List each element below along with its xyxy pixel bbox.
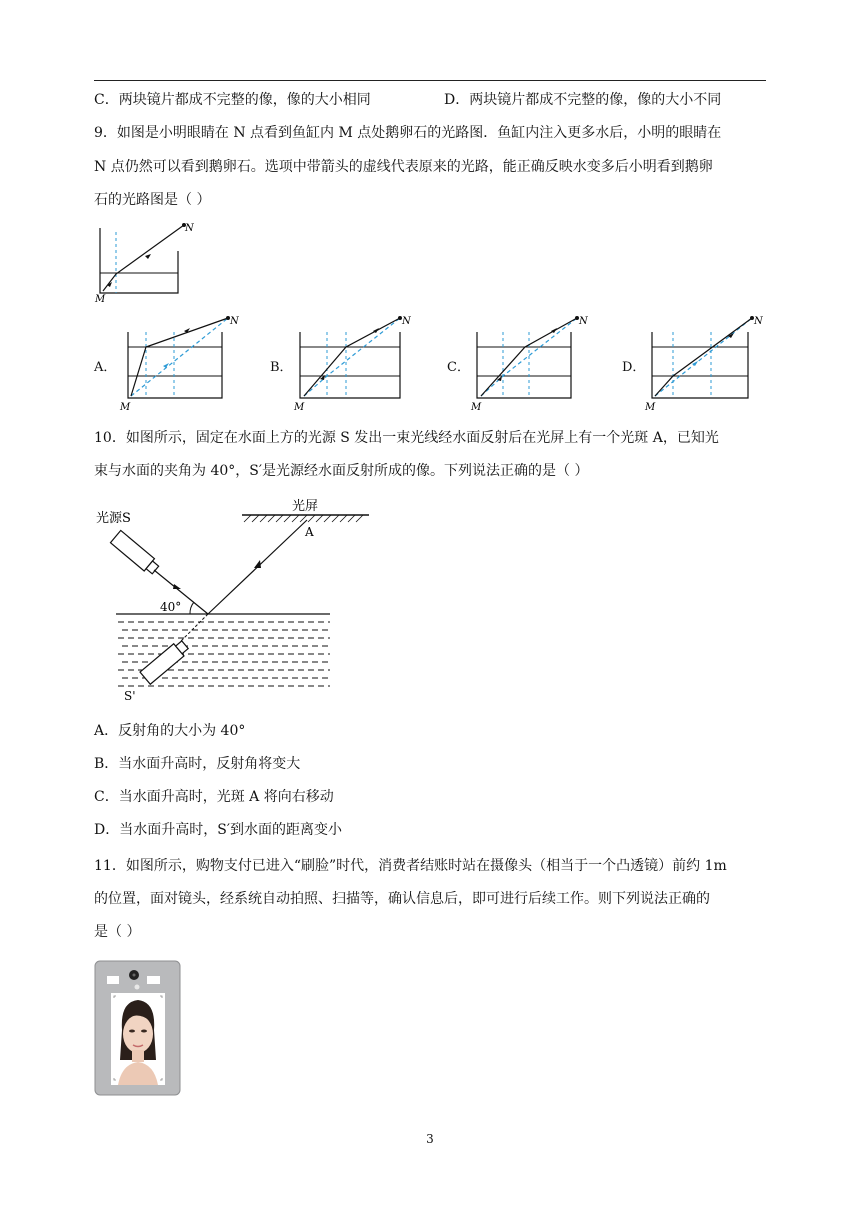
header-rule [94, 80, 766, 81]
q9-option-d-label: D． [622, 360, 646, 375]
source-image [140, 639, 190, 685]
q9-option-b-figure [290, 312, 420, 412]
q9-label-m: M [95, 294, 106, 305]
q11-stem-line3: 是（ ） [94, 924, 141, 940]
q8-option-d: D．两块镜片都成不完整的像，像的大小不同 [444, 92, 722, 108]
q9d-label-m: M [645, 402, 656, 413]
q9a-label-m: M [120, 402, 131, 413]
q10-option-a: A．反射角的大小为 40° [94, 723, 246, 739]
q9-original-figure [90, 214, 194, 305]
q11-stem-line2: 的位置，面对镜头，经系统自动拍照、扫描等，确认信息后，即可进行后续工作。则下列说法正确的 [94, 891, 710, 907]
q9-label-n: N [185, 223, 194, 234]
q10-spot-label: A [305, 525, 314, 539]
q10-angle-label: 40° [160, 600, 182, 614]
q10-screen-label: 光屏 [292, 499, 319, 514]
q11-stem-line1: 11．如图所示，购物支付已进入“刷脸”时代，消费者结账时站在摄像头（相当于一个凸透镜）前约 1m [94, 858, 727, 874]
q9-option-c-figure [467, 312, 597, 412]
light-source [110, 530, 160, 576]
q10-option-c: C．当水面升高时，光斑 A 将向右移动 [94, 789, 334, 805]
q8-option-c: C．两块镜片都成不完整的像，像的大小相同 [94, 92, 371, 108]
q10-image-label: S' [124, 689, 136, 703]
q9-option-a-figure [118, 312, 248, 412]
q9-option-d-figure [642, 312, 772, 412]
q9a-label-n: N [230, 316, 239, 327]
q9b-label-n: N [402, 316, 411, 327]
q9-option-a-label: A． [94, 360, 117, 375]
q10-figure [94, 492, 384, 702]
q9-stem-line1: 9．如图是小明眼睛在 N 点看到鱼缸内 M 点处鹅卵石的光路图．鱼缸内注入更多水后，小明的眼睛在 [94, 125, 722, 141]
page-number: 3 [426, 1132, 434, 1146]
q9b-label-m: M [294, 402, 305, 413]
q10-stem-line2: 束与水面的夹角为 40°，S′是光源经水面反射所成的像。下列说法正确的是（ ） [94, 463, 589, 479]
q9-stem-line3: 石的光路图是（ ） [94, 192, 211, 208]
q10-stem-line1: 10．如图所示，固定在水面上方的光源 S 发出一束光线经水面反射后在光屏上有一个光斑 A，已知光 [94, 430, 719, 446]
q9-option-c-label: C． [447, 360, 470, 375]
q9-stem-line2: N 点仍然可以看到鹅卵石。选项中带箭头的虚线代表原来的光路，能正确反映水变多后小明看到鹅卵 [94, 159, 713, 175]
face-photo [118, 1000, 158, 1085]
q10-source-label: 光源S [96, 511, 131, 526]
q10-option-b: B．当水面升高时，反射角将变大 [94, 756, 301, 772]
q9c-label-n: N [579, 316, 588, 327]
face-payment-terminal [94, 960, 182, 1100]
q9-option-b-label: B． [270, 360, 293, 375]
q9d-label-n: N [754, 316, 763, 327]
q9c-label-m: M [471, 402, 482, 413]
q10-option-d: D．当水面升高时，S′到水面的距离变小 [94, 822, 342, 838]
